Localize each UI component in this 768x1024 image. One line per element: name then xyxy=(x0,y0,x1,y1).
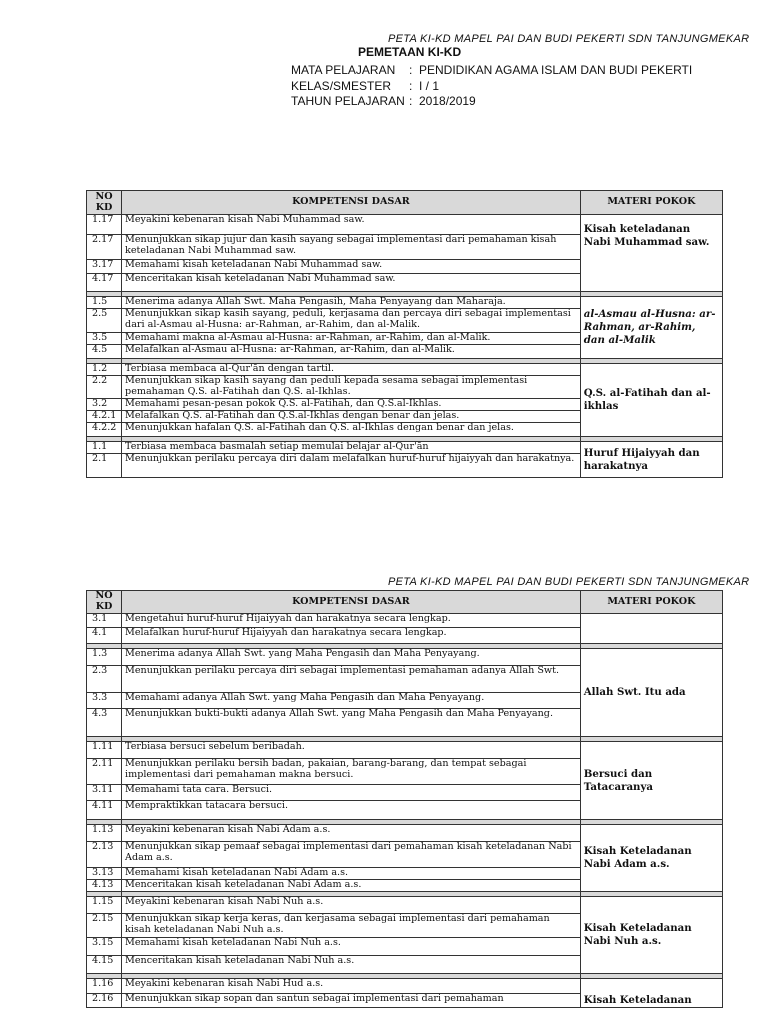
document-meta xyxy=(291,63,692,110)
materi-pokok: Kisah Keteladanan xyxy=(580,979,722,1008)
kd-number: 1.2 xyxy=(87,364,122,376)
table-row xyxy=(87,825,723,842)
kd-table-page2 xyxy=(86,590,723,1008)
materi-pokok: Kisah keteladanan Nabi Muhammad saw. xyxy=(580,215,722,292)
kd-number: 2.16 xyxy=(87,994,122,1008)
table-row xyxy=(87,614,723,628)
kd-text: Memahami kisah keteladanan Nabi Muhammad saw. xyxy=(122,260,581,274)
table-row xyxy=(87,649,723,666)
meta-value: PENDIDIKAN AGAMA ISLAM DAN BUDI PEKERTI xyxy=(419,63,693,77)
col-header-materi: MATERI POKOK xyxy=(580,191,722,215)
kd-text: Mempraktikkan tatacara bersuci. xyxy=(122,801,581,820)
meta-row-class xyxy=(291,79,692,95)
col-header-no: NO KD xyxy=(87,191,122,215)
meta-colon: : xyxy=(409,63,413,77)
kd-number: 4.1 xyxy=(87,628,122,644)
kd-number: 4.2.1 xyxy=(87,411,122,423)
kd-number: 4.17 xyxy=(87,274,122,292)
kd-text: Menunjukkan perilaku percaya diri dalam melafalkan huruf-huruf hijaiyyah dan harakatnya. xyxy=(122,454,581,478)
kd-number: 2.3 xyxy=(87,666,122,693)
kd-text: Menunjukkan sikap kasih sayang, peduli, kerjasama dan percaya diri sebagai implementasi dari al-Asmau al-Husna: ar-Rahman, ar-Rahim, dan al-Malik. xyxy=(122,309,581,333)
meta-label: TAHUN PELAJARAN xyxy=(291,94,405,108)
kd-table-page1 xyxy=(86,190,723,478)
meta-label: MATA PELAJARAN xyxy=(291,63,396,77)
table-row xyxy=(87,297,723,309)
kd-number: 3.2 xyxy=(87,399,122,411)
materi-pokok: Bersuci dan Tatacaranya xyxy=(580,742,722,820)
table-header-row xyxy=(87,591,723,614)
kd-number: 4.15 xyxy=(87,956,122,974)
kd-number: 1.13 xyxy=(87,825,122,842)
kd-number: 1.15 xyxy=(87,897,122,914)
kd-number: 2.13 xyxy=(87,842,122,868)
kd-text: Menceritakan kisah keteladanan Nabi Nuh a.s. xyxy=(122,956,581,974)
col-header-materi: MATERI POKOK xyxy=(580,591,722,614)
kd-text: Melafalkan Q.S. al-Fatihah dan Q.S.al-Ikhlas dengan benar dan jelas. xyxy=(122,411,581,423)
meta-row-year xyxy=(291,94,692,110)
kd-text: Menceritakan kisah keteladanan Nabi Adam a.s. xyxy=(122,880,581,892)
page-header: PETA KI-KD MAPEL PAI DAN BUDI PEKERTI SDN TANJUNGMEKAR xyxy=(388,576,750,588)
kd-number: 2.11 xyxy=(87,759,122,785)
kd-number: 3.11 xyxy=(87,785,122,801)
page-header: PETA KI-KD MAPEL PAI DAN BUDI PEKERTI SDN TANJUNGMEKAR xyxy=(388,33,750,45)
kd-text: Meyakini kebenaran kisah Nabi Adam a.s. xyxy=(122,825,581,842)
kd-number: 1.17 xyxy=(87,215,122,235)
kd-number: 4.2.2 xyxy=(87,423,122,437)
table-row xyxy=(87,979,723,994)
kd-text: Memahami adanya Allah Swt. yang Maha Pengasih dan Maha Penyayang. xyxy=(122,693,581,709)
kd-text: Menunjukkan perilaku percaya diri sebagai implementasi pemahaman adanya Allah Swt. xyxy=(122,666,581,693)
kd-text: Menunjukkan sikap pemaaf sebagai implementasi dari pemahaman kisah keteladanan Nabi Adam a.s. xyxy=(122,842,581,868)
kd-text: Meyakini kebenaran kisah Nabi Muhammad saw. xyxy=(122,215,581,235)
kd-number: 2.5 xyxy=(87,309,122,333)
kd-number: 4.13 xyxy=(87,880,122,892)
materi-pokok: al-Asmau al-Husna: ar-Rahman, ar-Rahim, dan al-Malik xyxy=(580,297,722,359)
kd-text: Mengetahui huruf-huruf Hijaiyyah dan harakatnya secara lengkap. xyxy=(122,614,581,628)
kd-text: Meyakini kebenaran kisah Nabi Hud a.s. xyxy=(122,979,581,994)
kd-text: Menceritakan kisah keteladanan Nabi Muhammad saw. xyxy=(122,274,581,292)
kd-number: 4.11 xyxy=(87,801,122,820)
kd-text: Menerima adanya Allah Swt. Maha Pengasih, Maha Penyayang dan Maharaja. xyxy=(122,297,581,309)
col-header-kd: KOMPETENSI DASAR xyxy=(122,591,581,614)
meta-value: I / 1 xyxy=(419,78,440,93)
meta-colon: : xyxy=(409,94,413,108)
table-row xyxy=(87,742,723,759)
kd-number: 3.13 xyxy=(87,868,122,880)
kd-number: 2.15 xyxy=(87,914,122,938)
kd-text: Meyakini kebenaran kisah Nabi Nuh a.s. xyxy=(122,897,581,914)
kd-number: 1.3 xyxy=(87,649,122,666)
kd-text: Terbiasa membaca al-Qur'ān dengan tartil. xyxy=(122,364,581,376)
meta-label: KELAS/SMESTER xyxy=(291,78,392,93)
kd-number: 1.1 xyxy=(87,442,122,454)
kd-text: Terbiasa bersuci sebelum beribadah. xyxy=(122,742,581,759)
document-title: PEMETAAN KI-KD xyxy=(358,45,462,59)
kd-text: Menunjukkan bukti-bukti adanya Allah Swt. yang Maha Pengasih dan Maha Penyayang. xyxy=(122,709,581,737)
table-row xyxy=(87,215,723,235)
kd-text: Menunjukkan hafalan Q.S. al-Fatihah dan Q.S. al-Ikhlas dengan benar dan jelas. xyxy=(122,423,581,437)
materi-pokok: Allah Swt. Itu ada xyxy=(580,649,722,737)
kd-text: Menunjukkan sikap kasih sayang dan peduli kepada sesama sebagai implementasi pemahaman Q.S. al-Fatihah dan Q.S. al-Ikhlas. xyxy=(122,376,581,399)
kd-number: 4.5 xyxy=(87,345,122,359)
kd-text: Menunjukkan sikap jujur dan kasih sayang sebagai implementasi dari pemahaman kisah keteladanan Nabi Muhammad saw. xyxy=(122,235,581,260)
kd-number: 3.5 xyxy=(87,333,122,345)
meta-colon: : xyxy=(409,78,413,93)
table-row xyxy=(87,442,723,454)
materi-pokok: Kisah Keteladanan Nabi Adam a.s. xyxy=(580,825,722,892)
table-row xyxy=(87,364,723,376)
kd-number: 3.1 xyxy=(87,614,122,628)
col-header-kd: KOMPETENSI DASAR xyxy=(122,191,581,215)
kd-number: 3.3 xyxy=(87,693,122,709)
kd-number: 2.2 xyxy=(87,376,122,399)
kd-text: Memahami kisah keteladanan Nabi Nuh a.s. xyxy=(122,938,581,956)
col-header-no: NO KD xyxy=(87,591,122,614)
materi-pokok: Q.S. al-Fatihah dan al-ikhlas xyxy=(580,364,722,437)
kd-text: Memahami kisah keteladanan Nabi Adam a.s. xyxy=(122,868,581,880)
kd-text: Memahami makna al-Asmau al-Husna: ar-Rahman, ar-Rahim, dan al-Malik. xyxy=(122,333,581,345)
kd-number: 4.3 xyxy=(87,709,122,737)
kd-number: 1.11 xyxy=(87,742,122,759)
kd-text: Terbiasa membaca basmalah setiap memulai belajar al-Qur'ān xyxy=(122,442,581,454)
kd-text: Melafalkan huruf-huruf Hijaiyyah dan harakatnya secara lengkap. xyxy=(122,628,581,644)
kd-text: Melafalkan al-Asmau al-Husna: ar-Rahman, ar-Rahim, dan al-Malik. xyxy=(122,345,581,359)
meta-row-subject xyxy=(291,63,692,79)
kd-number: 2.17 xyxy=(87,235,122,260)
table-header-row xyxy=(87,191,723,215)
kd-number: 1.16 xyxy=(87,979,122,994)
kd-text: Menunjukkan sikap sopan dan santun sebagai implementasi dari pemahaman xyxy=(122,994,581,1008)
kd-text: Memahami tata cara. Bersuci. xyxy=(122,785,581,801)
kd-number: 3.15 xyxy=(87,938,122,956)
kd-text: Menunjukkan sikap kerja keras, dan kerjasama sebagai implementasi dari pemahaman kisah keteladanan Nabi Nuh a.s. xyxy=(122,914,581,938)
materi-pokok: Huruf Hijaiyyah dan harakatnya xyxy=(580,442,722,478)
kd-text: Memahami pesan-pesan pokok Q.S. al-Fatihah, dan Q.S.al-Ikhlas. xyxy=(122,399,581,411)
table-row xyxy=(87,897,723,914)
kd-number: 3.17 xyxy=(87,260,122,274)
kd-number: 1.5 xyxy=(87,297,122,309)
kd-text: Menerima adanya Allah Swt. yang Maha Pengasih dan Maha Penyayang. xyxy=(122,649,581,666)
kd-number: 2.1 xyxy=(87,454,122,478)
materi-pokok: Kisah Keteladanan Nabi Nuh a.s. xyxy=(580,897,722,974)
materi-pokok xyxy=(580,614,722,644)
kd-text: Menunjukkan perilaku bersih badan, pakaian, barang-barang, dan tempat sebagai implementasi dari pemahaman makna bersuci. xyxy=(122,759,581,785)
meta-value: 2018/2019 xyxy=(419,94,476,108)
